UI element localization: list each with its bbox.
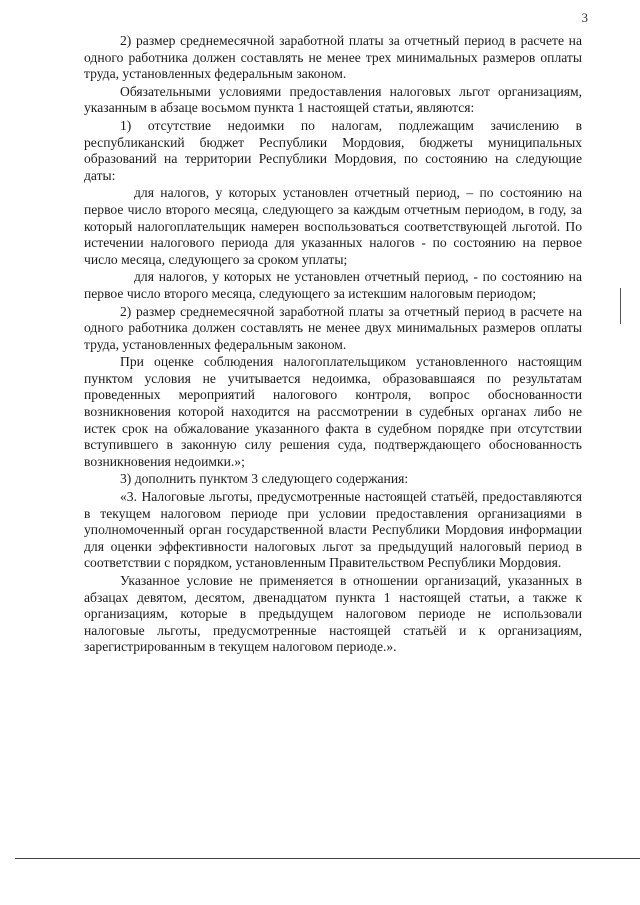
paragraph-7: При оценке соблюдения налогоплательщиком установленного настоящим пунктом условия не учитывается недоимка, образовавшаяся по результатам проведенных мероприятий налогового контроля, вопрос обоснованности возникновения которой находится на рассмотрении в судебных органах либо не истек срок на обжалование указанного факта в судебном порядке при отсутствии вступившего в законную силу решения суда, подтверждающего обоснованность возникновения недоимки.»; [84,354,582,469]
paragraph-5: для налогов, у которых не установлен отчетный период, - по состоянию на первое число второго месяца, следующего за истекшим налоговым периодом; [84,269,582,301]
paragraph-4: для налогов, у которых установлен отчетный период, – по состоянию на первое число второго месяца, следующего за каждым отчетным периодом, в году, за который налогоплательщик намерен воспользоваться соответствующей льготой. По истечении налогового периода для указанных налогов - по состоянию на первое число месяца, следующего за сроком уплаты; [84,185,582,267]
paragraph-3: 1) отсутствие недоимки по налогам, подлежащим зачислению в республиканский бюджет Республики Мордовия, бюджеты муниципальных образований на территории Республики Мордовия, по состоянию на следующие даты: [84,117,582,183]
paragraph-8: 3) дополнить пунктом 3 следующего содержания: [120,471,409,487]
paragraph-10: Указанное условие не применяется в отношении организаций, указанных в абзацах девятом, десятом, двенадцатом пункта 1 настоящей статьи, а также к организациям, которые в предыдущем налоговом периоде не использовали налоговые льготы, предусмотренные настоящей статьёй и к организациям, зарегистрированным в текущем налоговом периоде.». [84,573,582,655]
margin-mark [620,288,621,324]
paragraph-1: 2) размер среднемесячной заработной платы за отчетный период в расчете на одного работника должен составлять не менее трех минимальных размеров оплаты труда, установленных федеральным законом. [84,33,582,82]
bottom-rule [15,858,640,859]
page-number: 3 [581,10,588,25]
paragraph-6: 2) размер среднемесячной заработной платы за отчетный период в расчете на одного работника должен составлять не менее двух минимальных размеров оплаты труда, установленных федеральным законом. [84,303,582,352]
document-body [84,33,582,657]
paragraph-2: Обязательными условиями предоставления налоговых льгот организациям, указанным в абзаце восьмом пункта 1 настоящей статьи, являются: [84,83,582,116]
paragraph-9: «3. Налоговые льготы, предусмотренные настоящей статьёй, предоставляются в текущем налоговом периоде при условии предоставления организациями в уполномоченный орган государственной власти Республики Мордовия информации для оценки эффективности налоговых льгот за предыдущий налоговый период в соответствии с порядком, установленным Правительством Республики Мордовия. [84,489,582,571]
